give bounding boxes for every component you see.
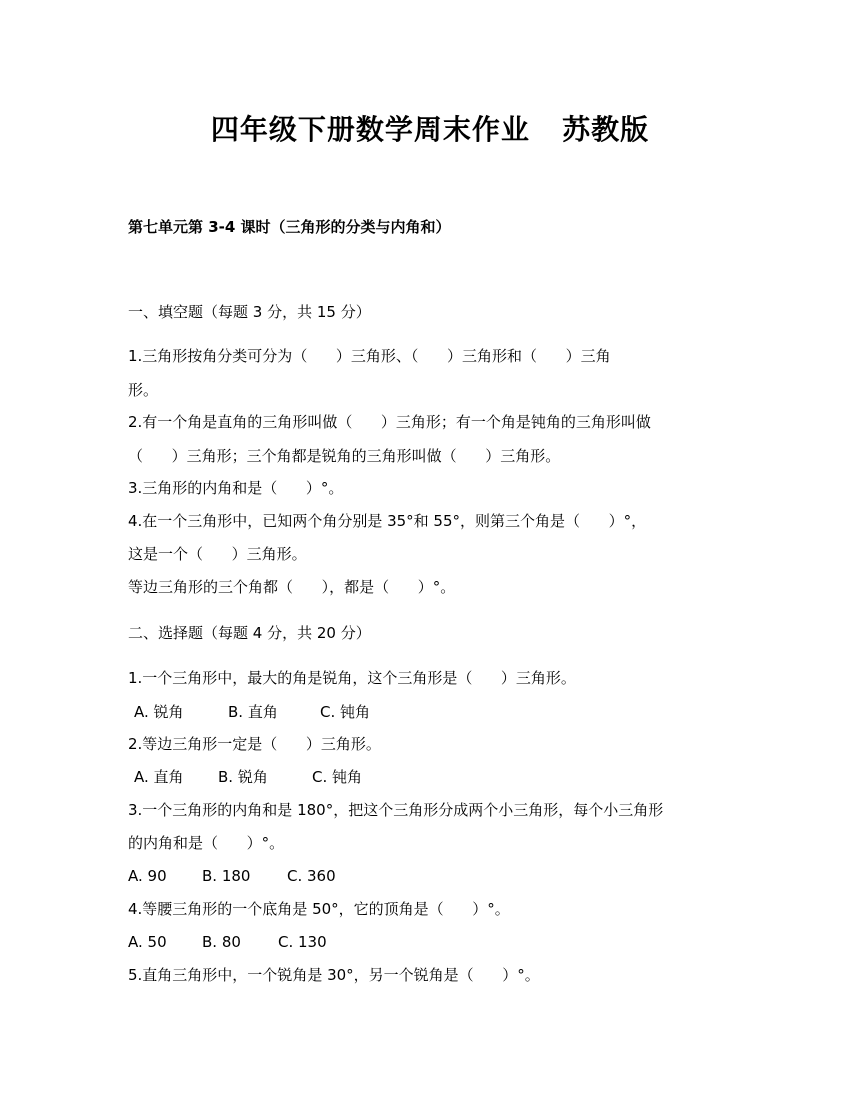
choice-q5: 5.直角三角形中，一个锐角是 30°，另一个锐角是（ ）°。 xyxy=(128,966,540,984)
fill-q2-line2: （ ）三角形；三个角都是锐角的三角形叫做（ ）三角形。 xyxy=(128,447,561,465)
section1-heading: 一、填空题（每题 3 分，共 15 分） xyxy=(128,303,371,321)
fill-q4-line2: 这是一个（ ）三角形。 xyxy=(128,545,307,563)
section2-heading: 二、选择题（每题 4 分，共 20 分） xyxy=(128,624,371,642)
fill-q1-line1: 1.三角形按角分类可分为（ ）三角形、（ ）三角形和（ ）三角 xyxy=(128,347,611,365)
choice-q3-option-c: C. 360 xyxy=(287,867,336,885)
choice-q4: 4.等腰三角形的一个底角是 50°，它的顶角是（ ）°。 xyxy=(128,900,510,918)
choice-q1-option-a: A. 锐角 xyxy=(134,703,184,721)
choice-q1-option-b: B. 直角 xyxy=(228,703,278,721)
choice-q4-option-c: C. 130 xyxy=(278,933,327,951)
unit-subtitle: 第七单元第 3-4 课时（三角形的分类与内角和） xyxy=(128,218,451,236)
choice-q2-option-a: A. 直角 xyxy=(134,768,184,786)
document-title: 四年级下册数学周末作业 苏教版 xyxy=(210,113,650,146)
choice-q1: 1.一个三角形中，最大的角是锐角，这个三角形是（ ）三角形。 xyxy=(128,669,576,687)
choice-q4-option-a: A. 50 xyxy=(128,933,167,951)
fill-q3: 3.三角形的内角和是（ ）°。 xyxy=(128,479,344,497)
fill-q1-line2: 形。 xyxy=(128,381,159,399)
choice-q3-line2: 的内角和是（ ）°。 xyxy=(128,834,285,852)
fill-q4-line1: 4.在一个三角形中，已知两个角分别是 35°和 55°，则第三个角是（ ）°， xyxy=(128,512,647,530)
choice-q4-option-b: B. 80 xyxy=(202,933,241,951)
choice-q2-option-c: C. 钝角 xyxy=(312,768,363,786)
choice-q3-option-a: A. 90 xyxy=(128,867,167,885)
choice-q1-option-c: C. 钝角 xyxy=(320,703,371,721)
choice-q3-line1: 3.一个三角形的内角和是 180°，把这个三角形分成两个小三角形，每个小三角形 xyxy=(128,801,664,819)
fill-q5: 等边三角形的三个角都（ ），都是（ ）°。 xyxy=(128,578,456,596)
choice-q2: 2.等边三角形一定是（ ）三角形。 xyxy=(128,735,381,753)
fill-q2-line1: 2.有一个角是直角的三角形叫做（ ）三角形；有一个角是钝角的三角形叫做 xyxy=(128,413,651,431)
choice-q3-option-b: B. 180 xyxy=(202,867,251,885)
choice-q2-option-b: B. 锐角 xyxy=(218,768,268,786)
